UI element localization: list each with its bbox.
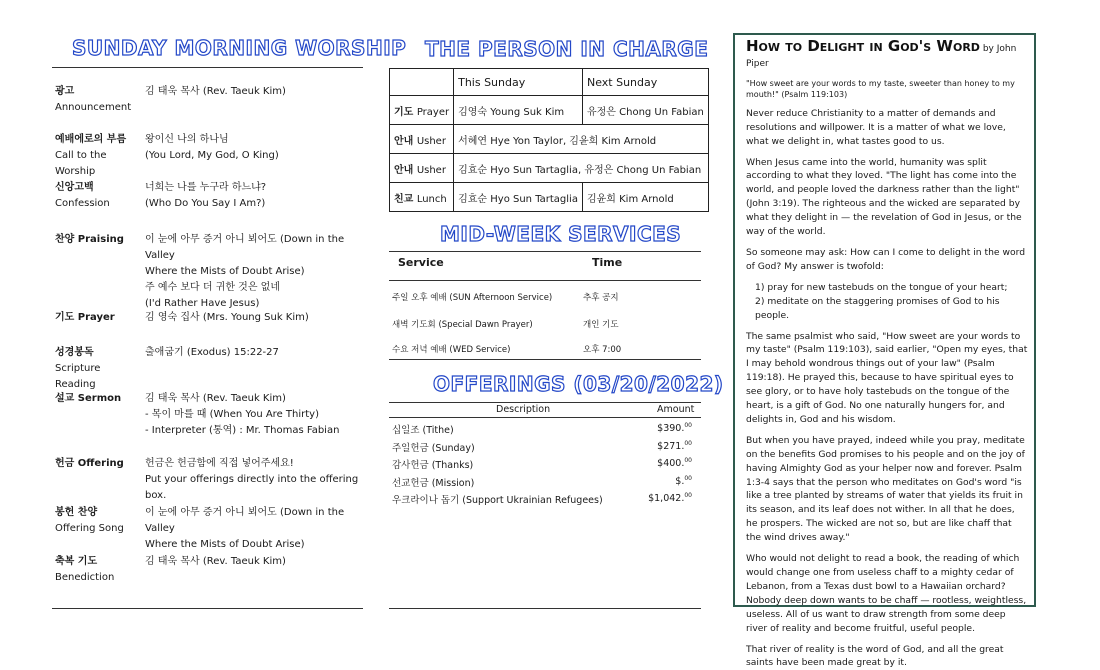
worship-item-label — [55, 391, 143, 407]
divider — [389, 359, 701, 360]
divider — [389, 402, 701, 403]
midweek-time: 개인 기도 — [583, 320, 619, 330]
charge-row — [390, 125, 709, 154]
worship-item-line: Where the Mists of Doubt Arise) — [145, 266, 305, 277]
worship-item-label — [55, 456, 143, 472]
worship-item-label-ko: 예배에로의 부름 — [55, 134, 127, 145]
worship-item-label-ko: 봉헌 찬양 — [55, 507, 98, 518]
offering-amount — [612, 440, 692, 452]
worship-item-line: (Who Do You Say I Am?) — [145, 198, 266, 209]
offering-amount-cents: 00 — [684, 422, 692, 429]
worship-title: SUNDAY MORNING WORSHIP — [72, 36, 407, 60]
worship-item-detail — [145, 345, 365, 361]
charge-next: 김윤희 Kim Arnold — [582, 183, 708, 212]
article-byline: by John Piper — [746, 44, 1017, 69]
offering-amount — [612, 422, 692, 434]
offering-amount-dollars: $271. — [657, 440, 685, 452]
worship-item-label-ko: 성경봉독 — [55, 347, 94, 358]
worship-item-label — [55, 505, 143, 537]
divider — [52, 67, 363, 68]
divider — [389, 251, 701, 252]
charge-header-empty — [390, 69, 454, 96]
article-list-item: 2) meditate on the staggering promises of God to his people. — [755, 295, 1000, 321]
worship-item-label — [55, 180, 143, 212]
article-paragraph: Never reduce Christianity to a matter of demands and resolutions and willpower. It is a matter of what we love, what we delight in, what tastes good to us. — [746, 107, 1006, 147]
charge-this: 김효순 Hyo Sun Tartaglia — [454, 183, 583, 212]
worship-item-line: 김 태욱 목사 (Rev. Taeuk Kim) — [145, 556, 286, 567]
offering-amount-cents: 00 — [684, 457, 692, 464]
worship-item-line: 이 눈에 아무 증거 아니 뵈어도 (Down in the Valley — [145, 234, 345, 261]
charge-header-this: This Sunday — [454, 69, 583, 96]
offering-description: 우크라이나 돕기 (Support Ukrainian Refugees) — [392, 495, 603, 506]
worship-item-label-ko: 기도 Prayer — [55, 312, 115, 323]
divider — [389, 417, 701, 418]
offering-amount — [612, 457, 692, 469]
worship-item-label — [55, 554, 143, 586]
role-ko: 안내 — [394, 135, 414, 147]
worship-item-label-en: Scripture Reading — [55, 363, 101, 390]
charge-role — [390, 183, 454, 212]
worship-item-line: 김 영숙 집사 (Mrs. Young Suk Kim) — [145, 312, 309, 323]
worship-item-line: 김 태욱 목사 (Rev. Taeuk Kim) — [145, 86, 286, 97]
charge-this: 김영숙 Young Suk Kim — [454, 96, 583, 125]
midweek-service: 주일 오후 예배 (SUN Afternoon Service) — [392, 293, 553, 303]
article-paragraph: When Jesus came into the world, humanity was split according to what they loved. "The light has come into the world, and people loved the darkness rather than the light" (John 3:19). The righteous and the wicked are separated by what they delight in — the revelation of God in Jesus, or the way of the world. — [746, 156, 1022, 238]
charge-header-row — [390, 69, 709, 96]
article-title: How to Delight in God's Word — [746, 37, 980, 55]
worship-item-line: 주 예수 보다 더 귀한 것은 없네 — [145, 282, 280, 293]
worship-item-label-ko: 광고 — [55, 86, 75, 97]
worship-item-detail — [145, 505, 365, 553]
midweek-col-service: Service — [398, 256, 444, 269]
worship-item-label — [55, 345, 143, 393]
worship-item-label — [55, 232, 143, 248]
offering-amount-dollars: $390. — [657, 423, 685, 435]
worship-item-line: (You Lord, My God, O King) — [145, 150, 279, 161]
charge-row — [390, 183, 709, 212]
article — [746, 37, 1028, 670]
midweek-service: 새벽 기도회 (Special Dawn Prayer) — [392, 320, 533, 330]
offering-amount-dollars: $1,042. — [648, 493, 685, 505]
worship-item-label — [55, 310, 143, 326]
worship-item-label-ko: 설교 Sermon — [55, 393, 122, 404]
offerings-col-amount: Amount — [657, 404, 695, 415]
worship-item-label-en: Confession — [55, 198, 110, 209]
worship-item-detail — [145, 310, 365, 326]
role-en: Lunch — [416, 193, 447, 205]
role-ko: 안내 — [394, 164, 414, 176]
article-paragraph: So someone may ask: How can I come to delight in the word of God? My answer is twofold: — [746, 246, 1026, 272]
worship-item-line: Where the Mists of Doubt Arise) — [145, 539, 305, 550]
offering-amount-cents: 00 — [684, 492, 692, 499]
worship-item-detail — [145, 391, 365, 439]
worship-item-line: 왕이신 나의 하나님 — [145, 134, 229, 145]
article-paragraph: Who would not delight to read a book, the reading of which would change one from useless chaff to a mighty cedar of Lebanon, from a Texas dust bowl to a Hawaiian orchard? Nobody deep down wants to be chaff — rootless, weightless, useless. All of us want to draw strength from some deep river of reality and become fruitful, useful people. — [746, 553, 1027, 634]
charge-role — [390, 96, 454, 125]
charge-title: THE PERSON IN CHARGE — [425, 37, 709, 61]
article-paragraph: But when you have prayed, indeed while you pray, meditate on the benefits God promises to his people and on the joy of having Almighty God as your helper now and forever. Psalm 1:3-4 says that the person who meditates on God's word "is like a tree planted by streams of water that yields its fruit in its season, and its leaf does not wither. In all that he does, he prospers. The wicked are not so, but are like chaff that the wind drives away." — [746, 434, 1025, 544]
worship-item-detail — [145, 132, 365, 164]
role-ko: 친교 — [394, 193, 414, 205]
worship-item-line: 헌금은 헌금함에 직접 넣어주세요! — [145, 458, 294, 469]
worship-item-label-en: Call to the Worship — [55, 150, 107, 177]
worship-item-label-en: Offering Song — [55, 523, 124, 534]
worship-item-detail — [145, 554, 365, 570]
worship-item-line: Put your offerings directly into the offering box. — [145, 474, 359, 501]
worship-item-label-en: Benediction — [55, 572, 115, 583]
worship-item-line: 너희는 나를 누구라 하느냐? — [145, 182, 267, 193]
worship-item-detail — [145, 232, 365, 312]
worship-item-line: 출애굽기 (Exodus) 15:22-27 — [145, 347, 279, 358]
offering-description: 선교헌금 (Mission) — [392, 477, 475, 489]
offering-amount-dollars: $400. — [657, 458, 685, 470]
role-en: Prayer — [416, 106, 450, 118]
role-en: Usher — [416, 164, 446, 176]
midweek-time: 오후 7:00 — [583, 345, 622, 355]
midweek-service: 수요 저녁 예배 (WED Service) — [392, 345, 511, 355]
offering-amount-dollars: $. — [675, 475, 685, 487]
charge-row — [390, 154, 709, 183]
divider — [389, 280, 701, 281]
offering-description: 십일조 (Tithe) — [392, 425, 454, 436]
worship-item-label-en: Announcement — [55, 102, 132, 113]
offering-amount — [612, 492, 692, 504]
charge-role — [390, 125, 454, 154]
offerings-col-desc: Description — [496, 404, 551, 415]
offering-amount-cents: 00 — [684, 474, 692, 482]
article-paragraph: That river of reality is the word of God, and all the great saints have been made great by it. — [746, 643, 1004, 669]
charge-header-next: Next Sunday — [582, 69, 708, 96]
charge-this: 서혜연 Hye Yon Taylor, 김윤희 Kim Arnold — [454, 125, 709, 154]
role-en: Usher — [416, 135, 446, 147]
worship-item-line: - Interpreter (통역) : Mr. Thomas Fabian — [145, 425, 340, 436]
midweek-title: MID-WEEK SERVICES — [440, 222, 682, 246]
offering-amount-cents: 00 — [684, 439, 692, 447]
role-ko: 기도 — [394, 106, 414, 118]
offering-description: 주일헌금 (Sunday) — [392, 442, 475, 454]
worship-item-detail — [145, 456, 365, 504]
worship-item-label — [55, 84, 143, 116]
divider — [52, 608, 363, 609]
worship-item-label-ko: 신앙고백 — [55, 182, 94, 193]
charge-row — [390, 96, 709, 125]
worship-item-label — [55, 132, 143, 180]
article-epigraph: "How sweet are your words to my taste, sweeter than honey to my mouth!" (Psalm 119:103) — [746, 78, 1015, 99]
midweek-col-time: Time — [592, 256, 623, 269]
article-list-item: 1) pray for new tastebuds on the tongue of your heart; — [755, 281, 1008, 293]
offerings-title: OFFERINGS (03/20/2022) — [433, 372, 724, 396]
worship-item-line: 이 눈에 아무 증거 아니 뵈어도 (Down in the Valley — [145, 507, 345, 534]
worship-item-detail — [145, 84, 365, 100]
offering-description: 감사헌금 (Thanks) — [392, 460, 474, 471]
charge-this: 김효순 Hyo Sun Tartaglia, 유정은 Chong Un Fabian — [454, 154, 709, 183]
worship-item-line: 김 태욱 목사 (Rev. Taeuk Kim) — [145, 393, 286, 404]
charge-table — [389, 68, 709, 212]
worship-item-label-ko: 헌금 Offering — [55, 458, 124, 469]
article-heading — [746, 37, 1028, 72]
worship-item-line: (I'd Rather Have Jesus) — [145, 298, 260, 309]
worship-item-line: - 목이 마를 때 (When You Are Thirty) — [145, 409, 319, 420]
divider — [389, 608, 701, 609]
charge-role — [390, 154, 454, 183]
midweek-time: 추후 공지 — [583, 293, 619, 303]
worship-item-label-ko: 축복 기도 — [55, 556, 98, 567]
offering-amount — [612, 475, 692, 487]
worship-item-detail — [145, 180, 365, 212]
article-paragraph: The same psalmist who said, "How sweet are your words to my taste" (Psalm 119:103), said earlier, "Open my eyes, that I may behold wondrous things out of your law" (Psalm 119:18). He prayed this, because to have spiritual eyes to see glory, or to have holy tastebuds on the tongue of the heart, is a gift of God. No one naturally hungers for, and delights in, God and his wisdom. — [746, 330, 1028, 425]
charge-next: 유정은 Chong Un Fabian — [582, 96, 708, 125]
worship-item-label-ko: 찬양 Praising — [55, 234, 124, 245]
